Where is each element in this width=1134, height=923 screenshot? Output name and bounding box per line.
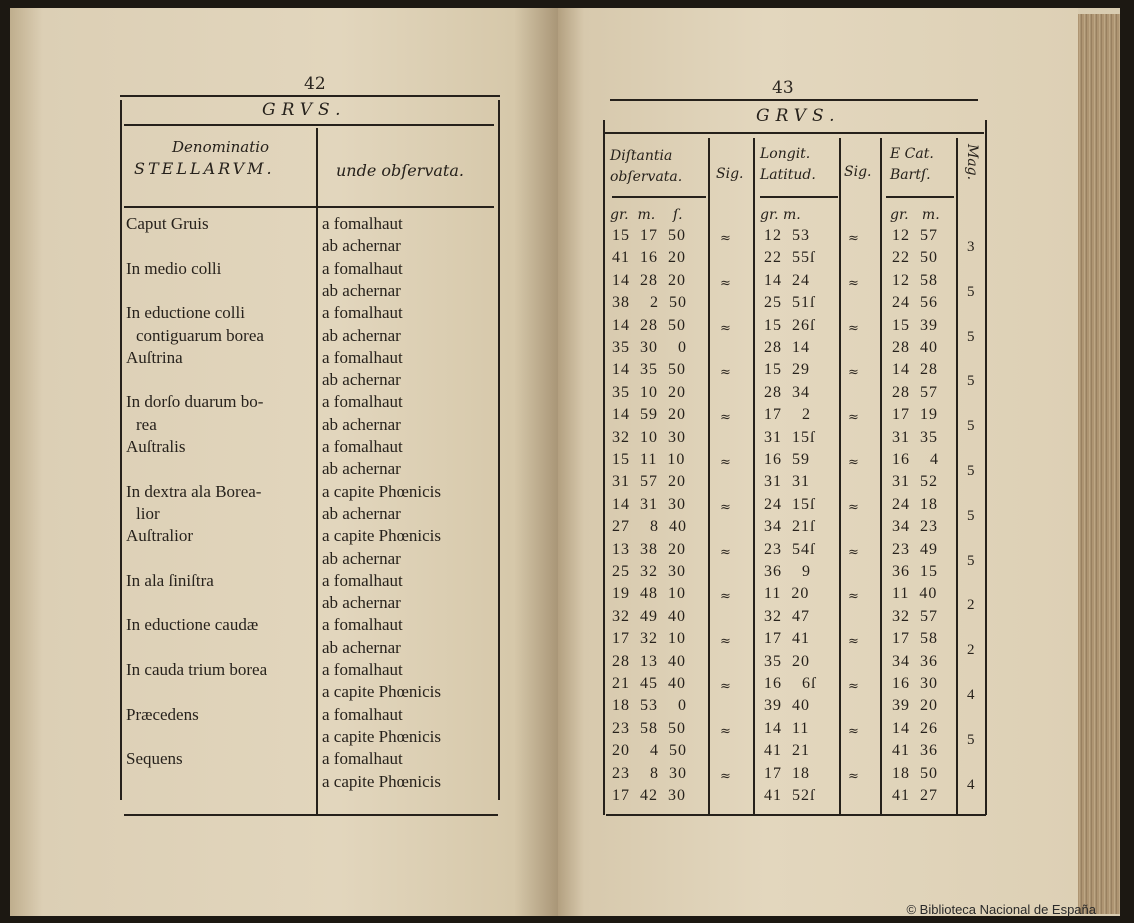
catalog-value: 41 27 <box>892 787 938 804</box>
column-header-observed: unde obſervata. <box>336 161 464 180</box>
catalog-value: 32 57 <box>892 607 938 625</box>
catalog-value: 17 58 <box>892 630 938 648</box>
distance-value: 21 45 40 <box>612 675 686 692</box>
longitude-value: 31 15ſ <box>764 428 816 446</box>
distance-value: 25 32 30 <box>612 563 686 580</box>
observed-from: a fomalhaut <box>322 347 403 367</box>
star-name: Auſtralior <box>126 526 194 546</box>
header-magnitude: Mag. <box>964 144 980 181</box>
longitude-value: 16 6ſ <box>764 675 817 692</box>
distance-value: 18 53 0 <box>612 697 687 715</box>
longitude-value: 17 41 <box>764 630 810 648</box>
catalog-value: 16 4 <box>892 451 939 468</box>
catalog-value: 24 18 <box>892 495 938 513</box>
rule <box>606 814 986 816</box>
observed-from: ab achernar <box>322 503 401 523</box>
distance-value: 38 2 50 <box>612 294 687 312</box>
catalog-value: 11 40 <box>892 585 938 603</box>
magnitude-value: 2 <box>967 642 975 659</box>
aquarius-sign-icon: ≈ <box>848 320 859 336</box>
aquarius-sign-icon: ≈ <box>720 589 731 605</box>
catalog-value: 34 23 <box>892 518 938 536</box>
distance-value: 15 11 10 <box>612 451 686 468</box>
catalog-value: 31 52 <box>892 473 938 491</box>
header-sig-1: Sig. <box>716 166 744 182</box>
observed-from: ab achernar <box>322 370 401 390</box>
longitude-value: 34 21ſ <box>764 518 816 536</box>
longitude-value: 11 20 <box>764 585 810 603</box>
header-longitude: Longit. <box>760 146 811 162</box>
observed-from: a capite Phœnicis <box>322 526 441 546</box>
star-name: Auſtrina <box>126 347 183 367</box>
magnitude-value: 5 <box>967 418 975 435</box>
longitude-value: 16 59 <box>764 451 810 468</box>
aquarius-sign-icon: ≈ <box>848 275 859 291</box>
column-divider <box>839 138 841 814</box>
distance-value: 23 8 30 <box>612 764 687 782</box>
units-catalog: gr. m. <box>890 207 940 223</box>
distance-value: 32 49 40 <box>612 607 686 625</box>
catalog-value: 22 50 <box>892 249 938 267</box>
observed-from: a capite Phœnicis <box>322 726 441 746</box>
rule <box>124 814 498 816</box>
longitude-value: 14 24 <box>764 271 810 289</box>
aquarius-sign-icon: ≈ <box>720 544 731 560</box>
longitude-value: 36 9 <box>764 563 811 580</box>
catalog-value: 15 39 <box>892 316 938 334</box>
catalog-value: 41 36 <box>892 742 938 760</box>
aquarius-sign-icon: ≈ <box>848 589 859 605</box>
catalog-value: 17 19 <box>892 406 938 424</box>
longitude-value: 28 14 <box>764 339 810 356</box>
catalog-value: 24 56 <box>892 294 938 312</box>
aquarius-sign-icon: ≈ <box>848 679 859 694</box>
observed-from: a fomalhaut <box>322 570 403 590</box>
observed-from: ab achernar <box>322 325 401 345</box>
observed-from: a fomalhaut <box>322 437 403 456</box>
catalog-value: 31 35 <box>892 428 938 446</box>
star-name: In medio colli <box>126 258 222 278</box>
aquarius-sign-icon: ≈ <box>720 723 731 739</box>
catalog-value: 36 15 <box>892 563 938 580</box>
table-border-right <box>498 100 500 800</box>
longitude-value: 15 26ſ <box>764 316 816 334</box>
table-border-left <box>603 120 605 815</box>
observed-from: a capite Phœnicis <box>322 481 441 501</box>
distance-value: 15 17 50 <box>612 227 686 244</box>
aquarius-sign-icon: ≈ <box>720 231 731 246</box>
observed-from: a fomalhaut <box>322 749 403 769</box>
observed-from: ab achernar <box>322 593 401 613</box>
catalog-value: 34 36 <box>892 652 938 670</box>
longitude-value: 14 11 <box>764 719 810 737</box>
distance-value: 17 42 30 <box>612 787 686 804</box>
distance-value: 17 32 10 <box>612 630 686 648</box>
rule <box>612 196 706 198</box>
column-divider <box>708 138 710 814</box>
rule <box>610 99 978 101</box>
observed-from: a fomalhaut <box>322 258 403 278</box>
catalog-value: 18 50 <box>892 764 938 782</box>
star-name: In ala ſiniſtra <box>126 570 214 590</box>
rule <box>760 196 838 198</box>
longitude-value: 17 2 <box>764 406 811 424</box>
aquarius-sign-icon: ≈ <box>720 275 731 291</box>
star-name: Præcedens <box>126 704 199 724</box>
longitude-value: 12 53 <box>764 227 810 244</box>
magnitude-value: 4 <box>967 776 975 793</box>
distance-value: 41 16 20 <box>612 249 686 267</box>
distance-value: 32 10 30 <box>612 428 686 446</box>
observed-from: ab achernar <box>322 637 401 657</box>
observed-from: a fomalhaut <box>322 214 403 233</box>
magnitude-value: 5 <box>967 507 975 524</box>
page-number-right: 43 <box>772 78 794 98</box>
longitude-value: 32 47 <box>764 607 810 625</box>
longitude-value: 41 52ſ <box>764 787 816 804</box>
catalog-value: 16 30 <box>892 675 938 692</box>
column-divider <box>956 138 958 814</box>
longitude-value: 15 29 <box>764 361 810 379</box>
magnitude-value: 5 <box>967 328 975 345</box>
distance-value: 14 35 50 <box>612 361 686 379</box>
distance-value: 35 10 20 <box>612 383 686 401</box>
longitude-value: 25 51ſ <box>764 294 816 312</box>
distance-value: 28 13 40 <box>612 652 686 670</box>
column-divider <box>880 138 882 814</box>
aquarius-sign-icon: ≈ <box>848 723 859 739</box>
aquarius-sign-icon: ≈ <box>720 320 731 336</box>
observed-from: a capite Phœnicis <box>322 771 441 791</box>
distance-value: 14 59 20 <box>612 406 686 424</box>
observed-from: a fomalhaut <box>322 303 403 323</box>
magnitude-value: 2 <box>967 597 975 614</box>
distance-value: 14 28 20 <box>612 271 686 289</box>
catalog-value: 12 57 <box>892 227 938 244</box>
units-longitude: gr. m. <box>760 207 801 223</box>
aquarius-sign-icon: ≈ <box>720 410 731 426</box>
magnitude-value: 4 <box>967 687 975 703</box>
header-catalog-1: E Cat. <box>890 146 934 162</box>
catalog-value: 23 49 <box>892 540 938 558</box>
observed-from: a capite Phœnicis <box>322 682 441 702</box>
observed-from: ab achernar <box>322 280 401 300</box>
aquarius-sign-icon: ≈ <box>848 410 859 426</box>
star-name: rea <box>136 414 157 434</box>
longitude-value: 17 18 <box>764 764 810 782</box>
star-name: In dextra ala Borea- <box>126 481 262 501</box>
table-border-right <box>985 120 987 815</box>
left-page <box>10 8 558 916</box>
rule <box>120 95 500 97</box>
aquarius-sign-icon: ≈ <box>720 634 731 650</box>
column-divider <box>753 138 755 814</box>
distance-value: 14 28 50 <box>612 316 686 334</box>
distance-value: 31 57 20 <box>612 473 686 491</box>
distance-value: 27 8 40 <box>612 518 687 536</box>
star-name: In eductione caudæ <box>126 615 259 635</box>
magnitude-value: 5 <box>967 463 975 479</box>
aquarius-sign-icon: ≈ <box>720 455 731 470</box>
page-title-left: GRVS. <box>262 100 347 120</box>
header-catalog-2: Bartſ. <box>890 167 931 183</box>
star-name: In eductione colli <box>126 303 245 323</box>
rule <box>604 132 984 134</box>
star-name: Sequens <box>126 749 183 769</box>
star-name: lior <box>136 503 160 523</box>
star-name: In dorſo duarum bo- <box>126 392 264 412</box>
star-name: Auſtralis <box>126 437 186 456</box>
magnitude-value: 3 <box>967 239 975 255</box>
aquarius-sign-icon: ≈ <box>848 634 859 650</box>
star-name: contiguarum borea <box>136 325 264 345</box>
page-edges <box>1078 14 1120 914</box>
longitude-value: 22 55ſ <box>764 249 816 267</box>
observed-from: a fomalhaut <box>322 392 403 412</box>
catalog-value: 39 20 <box>892 697 938 715</box>
magnitude-value: 5 <box>967 283 975 300</box>
aquarius-sign-icon: ≈ <box>720 679 731 694</box>
page-number-left: 42 <box>304 74 326 94</box>
aquarius-sign-icon: ≈ <box>848 544 859 560</box>
copyright-credit: © Biblioteca Nacional de España <box>906 902 1096 917</box>
distance-value: 35 30 0 <box>612 339 687 356</box>
distance-value: 20 4 50 <box>612 742 687 760</box>
catalog-value: 28 57 <box>892 383 938 401</box>
rule <box>124 206 494 208</box>
distance-value: 23 58 50 <box>612 719 686 737</box>
page-title-right: GRVS. <box>756 106 841 126</box>
column-header-name-1: Denominatio <box>172 138 270 156</box>
aquarius-sign-icon: ≈ <box>848 365 859 381</box>
table-border-left <box>120 100 122 800</box>
units-distance: gr. m. ſ. <box>610 207 683 223</box>
magnitude-value: 5 <box>967 731 975 748</box>
column-header-name-2: STELLARVM. <box>134 159 275 178</box>
longitude-value: 41 21 <box>764 742 810 760</box>
observed-from: a fomalhaut <box>322 615 403 635</box>
observed-from: ab achernar <box>322 459 401 479</box>
longitude-value: 39 40 <box>764 697 810 715</box>
aquarius-sign-icon: ≈ <box>848 455 859 470</box>
longitude-value: 31 31 <box>764 473 810 491</box>
aquarius-sign-icon: ≈ <box>720 365 731 381</box>
aquarius-sign-icon: ≈ <box>848 231 859 246</box>
catalog-value: 12 58 <box>892 271 938 289</box>
observed-from: ab achernar <box>322 236 401 256</box>
aquarius-sign-icon: ≈ <box>720 499 731 515</box>
aquarius-sign-icon: ≈ <box>848 768 859 784</box>
distance-value: 13 38 20 <box>612 540 686 558</box>
header-sig-2: Sig. <box>844 164 872 180</box>
catalog-value: 14 28 <box>892 361 938 379</box>
star-name: Caput Gruis <box>126 214 209 233</box>
longitude-value: 28 34 <box>764 383 810 401</box>
observed-from: ab achernar <box>322 414 401 434</box>
magnitude-value: 5 <box>967 552 975 569</box>
column-divider <box>316 128 318 816</box>
aquarius-sign-icon: ≈ <box>848 499 859 515</box>
catalog-value: 28 40 <box>892 339 938 356</box>
longitude-value: 23 54ſ <box>764 540 816 558</box>
catalog-value: 14 26 <box>892 719 938 737</box>
longitude-value: 24 15ſ <box>764 495 816 513</box>
magnitude-value: 5 <box>967 373 975 390</box>
distance-value: 14 31 30 <box>612 495 686 513</box>
aquarius-sign-icon: ≈ <box>720 768 731 784</box>
header-distance-2: obſervata. <box>610 169 683 185</box>
header-latitude: Latitud. <box>760 167 816 183</box>
longitude-value: 35 20 <box>764 652 810 670</box>
rule <box>886 196 954 198</box>
observed-from: ab achernar <box>322 548 401 568</box>
rule <box>124 124 494 126</box>
distance-value: 19 48 10 <box>612 585 686 603</box>
observed-from: a fomalhaut <box>322 704 403 724</box>
header-distance-1: Diſtantia <box>610 148 673 164</box>
star-name: In cauda trium borea <box>126 660 268 679</box>
observed-from: a fomalhaut <box>322 660 403 679</box>
